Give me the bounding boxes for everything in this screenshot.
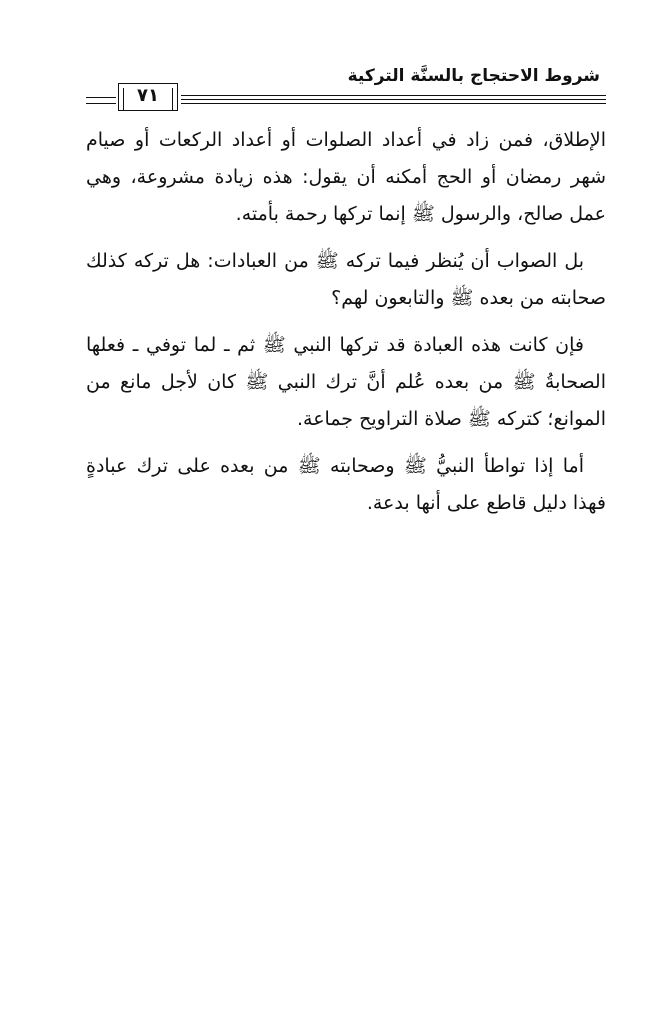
paragraph: بل الصواب أن يُنظر فيما تركه ﷺ من العبادات: هل تركه كذلك صحابته من بعده ﷺ والتابعون لهم؟ [86,250,606,309]
header-rule [181,103,606,104]
header-rule [86,97,116,98]
paragraph: أما إذا تواطأ النبيُّ ﷺ وصحابته ﷺ من بعده على ترك عبادةٍ فهذا دليل قاطع على أنها بدعة. [86,455,606,514]
paragraph: الإطلاق، فمن زاد في أعداد الصلوات أو أعداد الركعات أو صيام شهر رمضان أو الحج أمكنه أن يقول: هذه زيادة مشروعة، وهي عمل صالح، والرسول ﷺ إنما تركها رحمة بأمته. [86,129,606,225]
running-title: شروط الاحتجاج بالسنَّة التركية [347,66,600,86]
header-rule [86,103,116,104]
page-number: ٧١ [137,85,159,106]
page-body [86,122,606,532]
header-rule [181,99,606,100]
header-rule [181,95,606,96]
page-number-frame [118,83,178,111]
page-header [86,66,606,114]
paragraph: فإن كانت هذه العبادة قد تركها النبي ﷺ ثم ـ لما توفي ـ فعلها الصحابةُ ﷺ من بعده عُلم أنَّ ترك النبي ﷺ كان لأجل مانع من الموانع؛ كتركه ﷺ صلاة التراويح جماعة. [86,334,606,430]
